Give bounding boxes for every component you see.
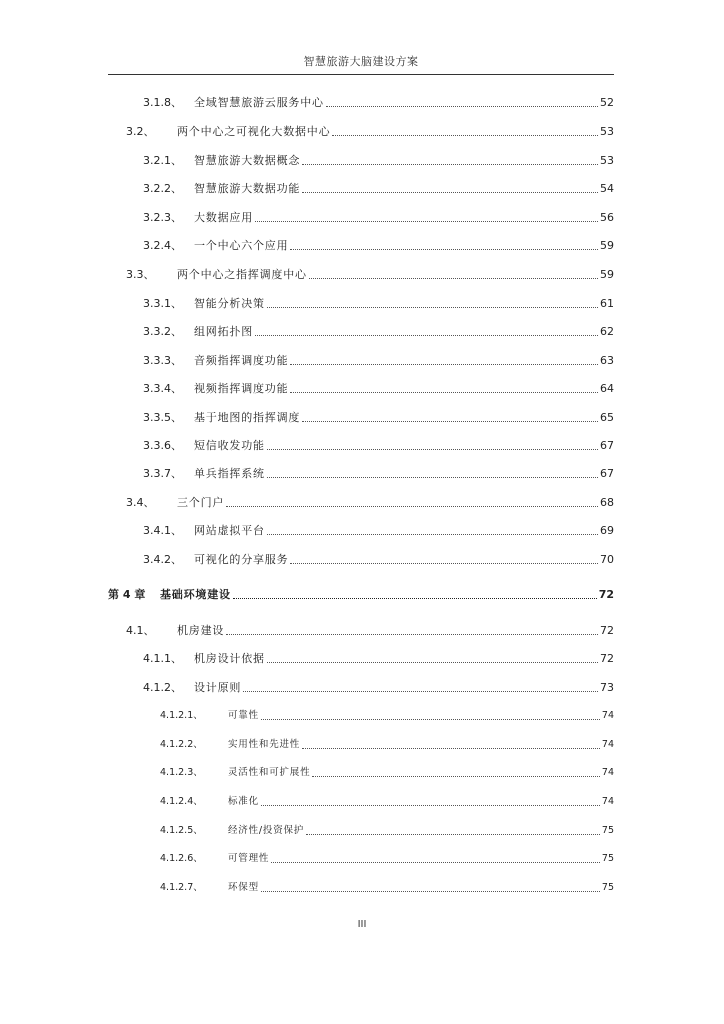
toc-entry-page: 64 — [600, 382, 614, 395]
toc-dot-leader — [261, 890, 600, 892]
toc-dot-leader — [302, 191, 598, 193]
toc-entry-number: 3.3.2、 — [143, 325, 182, 338]
toc-entry[interactable] — [143, 465, 614, 481]
toc-entry-page: 67 — [600, 439, 614, 452]
toc-entry[interactable] — [143, 152, 614, 168]
toc-entry[interactable] — [143, 522, 614, 538]
toc-entry-title: 智慧旅游大数据概念 — [194, 154, 301, 167]
toc-entry-page: 75 — [601, 825, 614, 836]
toc-entry-number: 3.2.4、 — [143, 239, 182, 252]
toc-entry-number: 3.3.1、 — [143, 297, 182, 310]
toc-dot-leader — [243, 690, 598, 692]
toc-dot-leader — [306, 833, 600, 835]
toc-entry-page: 53 — [600, 154, 614, 167]
toc-entry-number: 第 4 章 — [108, 588, 146, 601]
toc-entry-page: 74 — [601, 796, 614, 807]
toc-entry-title: 可靠性 — [228, 710, 259, 721]
toc-entry-page: 62 — [600, 325, 614, 338]
toc-entry-title: 灵活性和可扩展性 — [228, 767, 311, 778]
toc-dot-leader — [326, 105, 598, 107]
toc-dot-leader — [261, 718, 600, 720]
toc-entry[interactable] — [143, 679, 614, 695]
toc-entry-title: 基于地图的指挥调度 — [194, 411, 301, 424]
toc-entry[interactable] — [143, 437, 614, 453]
toc-entry-title: 机房设计依据 — [194, 652, 265, 665]
toc-entry-page: 56 — [600, 211, 614, 224]
toc-entry[interactable] — [143, 180, 614, 196]
toc-entry-number: 4.1.2.4、 — [160, 796, 203, 807]
toc-dot-leader — [226, 633, 598, 635]
toc-entry-title: 音频指挥调度功能 — [194, 354, 289, 367]
toc-entry-page: 72 — [598, 588, 614, 601]
toc-dot-leader — [290, 248, 598, 250]
toc-dot-leader — [226, 505, 598, 507]
toc-entry-number: 3.2.3、 — [143, 211, 182, 224]
toc-entry-title: 网站虚拟平台 — [194, 524, 265, 537]
page-number: III — [357, 919, 367, 930]
toc-entry[interactable] — [160, 707, 614, 723]
toc-entry-number: 3.2、 — [126, 125, 155, 138]
toc-dot-leader — [267, 661, 598, 663]
toc-entry-page: 63 — [600, 354, 614, 367]
toc-entry-page: 67 — [600, 467, 614, 480]
toc-entry-page: 75 — [601, 853, 614, 864]
toc-entry[interactable] — [160, 736, 614, 752]
toc-entry[interactable] — [143, 551, 614, 567]
toc-entry-number: 4.1.2.2、 — [160, 739, 203, 750]
toc-entry[interactable] — [143, 237, 614, 253]
toc-entry[interactable] — [126, 622, 614, 638]
toc-entry-title: 经济性/投资保护 — [228, 825, 305, 836]
toc-entry-number: 4.1.2.5、 — [160, 825, 203, 836]
toc-entry-title: 实用性和先进性 — [228, 739, 301, 750]
toc-entry-title: 基础环境建设 — [160, 588, 231, 601]
toc-dot-leader — [302, 163, 598, 165]
toc-entry[interactable] — [143, 209, 614, 225]
toc-entry-number: 4.1、 — [126, 624, 155, 637]
toc-dot-leader — [309, 277, 598, 279]
toc-entry-title: 智慧旅游大数据功能 — [194, 182, 301, 195]
toc-entry-number: 3.4.2、 — [143, 553, 182, 566]
toc-entry-page: 61 — [600, 297, 614, 310]
toc-dot-leader — [290, 562, 598, 564]
toc-entry[interactable] — [160, 793, 614, 809]
toc-entry-title: 短信收发功能 — [194, 439, 265, 452]
toc-entry[interactable] — [143, 380, 614, 396]
toc-entry-page: 59 — [600, 239, 614, 252]
toc-dot-leader — [302, 420, 598, 422]
toc-entry-title: 全域智慧旅游云服务中心 — [194, 96, 324, 109]
toc-entry-page: 73 — [600, 681, 614, 694]
toc-entry[interactable] — [143, 352, 614, 368]
toc-entry-title: 设计原则 — [194, 681, 242, 694]
toc-entry[interactable] — [160, 822, 614, 838]
toc-dot-leader — [290, 391, 598, 393]
toc-dot-leader — [290, 363, 598, 365]
toc-entry-page: 54 — [600, 182, 614, 195]
toc-entry-page: 74 — [601, 710, 614, 721]
toc-entry-number: 4.1.2.7、 — [160, 882, 203, 893]
toc-entry-page: 65 — [600, 411, 614, 424]
toc-entry-title: 标准化 — [228, 796, 259, 807]
toc-entry-title: 大数据应用 — [194, 211, 253, 224]
toc-entry-title: 两个中心之可视化大数据中心 — [177, 125, 331, 138]
toc-entry-title: 两个中心之指挥调度中心 — [177, 268, 307, 281]
toc-entry-page: 74 — [601, 739, 614, 750]
toc-entry-title: 三个门户 — [177, 496, 225, 509]
toc-entry-page: 59 — [600, 268, 614, 281]
toc-entry-number: 3.4.1、 — [143, 524, 182, 537]
toc-entry-number: 3.3.3、 — [143, 354, 182, 367]
toc-entry-number: 3.3.5、 — [143, 411, 182, 424]
toc-entry-title: 单兵指挥系统 — [194, 467, 265, 480]
toc-dot-leader — [332, 134, 598, 136]
toc-entry-page: 53 — [600, 125, 614, 138]
toc-dot-leader — [267, 306, 598, 308]
toc-entry-page: 75 — [601, 882, 614, 893]
toc-entry-number: 3.2.2、 — [143, 182, 182, 195]
toc-dot-leader — [267, 476, 598, 478]
toc-dot-leader — [261, 804, 600, 806]
toc-entry-title: 智能分析决策 — [194, 297, 265, 310]
toc-dot-leader — [255, 220, 598, 222]
toc-entry-title: 视频指挥调度功能 — [194, 382, 289, 395]
toc-entry-number: 3.3、 — [126, 268, 155, 281]
toc-entry-title: 可视化的分享服务 — [194, 553, 289, 566]
toc-entry-title: 一个中心六个应用 — [194, 239, 289, 252]
toc-entry-title: 机房建设 — [177, 624, 225, 637]
toc-entry-number: 3.3.7、 — [143, 467, 182, 480]
toc-entry[interactable] — [143, 650, 614, 666]
toc-entry-title: 可管理性 — [228, 853, 270, 864]
toc-dot-leader — [233, 597, 597, 599]
toc-entry-number: 3.4、 — [126, 496, 155, 509]
toc-entry-number: 3.1.8、 — [143, 96, 182, 109]
toc-entry[interactable] — [143, 409, 614, 425]
toc-entry-title: 环保型 — [228, 882, 259, 893]
toc-dot-leader — [267, 448, 598, 450]
toc-entry[interactable] — [126, 266, 614, 282]
toc-entry-number: 4.1.2.1、 — [160, 710, 203, 721]
toc-entry-page: 52 — [600, 96, 614, 109]
toc-entry-number: 4.1.2、 — [143, 681, 182, 694]
toc-entry-number: 3.3.6、 — [143, 439, 182, 452]
toc-dot-leader — [255, 334, 598, 336]
toc-entry[interactable] — [160, 764, 614, 780]
toc-entry[interactable] — [143, 94, 614, 110]
toc-entry[interactable] — [160, 879, 614, 895]
toc-entry[interactable] — [160, 850, 614, 866]
toc-entry-page: 70 — [600, 553, 614, 566]
toc-entry-number: 4.1.1、 — [143, 652, 182, 665]
toc-entry[interactable] — [143, 323, 614, 339]
toc-dot-leader — [271, 861, 600, 863]
toc-entry-page: 74 — [601, 767, 614, 778]
toc-chapter-entry[interactable] — [108, 586, 614, 602]
toc-dot-leader — [312, 775, 600, 777]
toc-entry-page: 72 — [600, 652, 614, 665]
toc-entry[interactable] — [126, 494, 614, 510]
toc-entry-title: 组网拓扑图 — [194, 325, 253, 338]
toc-dot-leader — [267, 533, 598, 535]
toc-entry-number: 3.2.1、 — [143, 154, 182, 167]
toc-entry-number: 3.3.4、 — [143, 382, 182, 395]
toc-entry[interactable] — [126, 123, 614, 139]
toc-entry[interactable] — [143, 295, 614, 311]
toc-entry-page: 68 — [600, 496, 614, 509]
toc-entry-number: 4.1.2.6、 — [160, 853, 203, 864]
toc-dot-leader — [302, 747, 600, 749]
toc-entry-page: 69 — [600, 524, 614, 537]
document-title: 智慧旅游大脑建设方案 — [303, 55, 419, 68]
toc-entry-page: 72 — [600, 624, 614, 637]
toc-entry-number: 4.1.2.3、 — [160, 767, 203, 778]
